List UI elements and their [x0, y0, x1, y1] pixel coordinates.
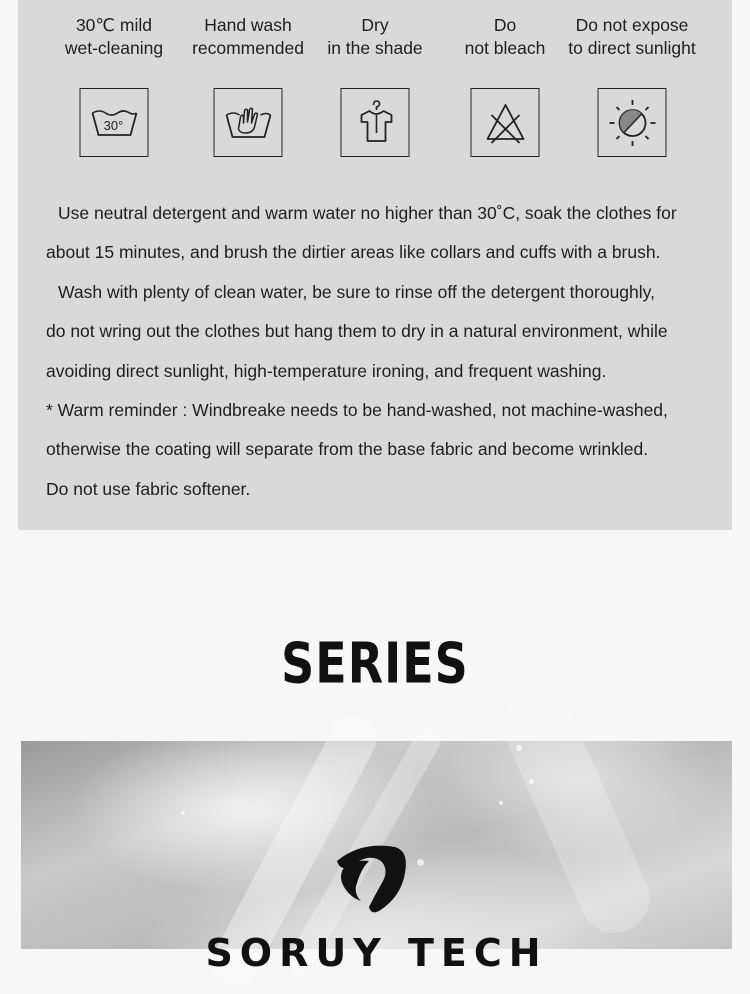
instruction-line: about 15 minutes, and brush the dirtier areas like collars and cuffs with a brush.: [46, 242, 661, 263]
dry-in-shade-icon: [341, 88, 410, 157]
series-hero-banner[interactable]: [21, 741, 732, 975]
instruction-line: avoiding direct sunlight, high-temperature ironing, and frequent washing.: [46, 360, 607, 381]
hand-wash-icon: [214, 88, 283, 157]
care-label: Do not bleach: [464, 15, 546, 58]
instruction-line: do not wring out the clothes but hang them to dry in a natural environment, while: [46, 321, 668, 342]
no-direct-sunlight-icon: [598, 88, 667, 157]
care-label: Dry in the shade: [327, 15, 423, 58]
brand-logo-icon: [331, 839, 411, 919]
instruction-line: otherwise the coating will separate from the base fabric and become wrinkled.: [46, 439, 649, 460]
wash-temp-text: 30°: [103, 117, 123, 133]
care-label: 30℃ mild wet-cleaning: [64, 15, 164, 58]
series-heading: SERIES: [281, 630, 469, 696]
wash-30-icon: [80, 88, 149, 157]
washing-instructions: [46, 194, 716, 509]
care-instructions-panel: [18, 0, 732, 530]
instruction-line: Do not use fabric softener.: [46, 478, 251, 499]
instruction-line: Use neutral detergent and warm water no higher than 30˚C, soak the clothes for: [58, 203, 677, 223]
warm-reminder-line: * Warm reminder : Windbreake needs to be hand-washed, not machine-washed,: [46, 400, 668, 421]
do-not-bleach-icon: [471, 88, 540, 157]
instruction-line: Wash with plenty of clean water, be sure to rinse off the detergent thoroughly,: [58, 281, 655, 302]
care-label: Do not expose to direct sunlight: [568, 15, 696, 58]
brand-name: SORUY TECH: [205, 931, 548, 975]
care-label: Hand wash recommended: [192, 15, 304, 58]
